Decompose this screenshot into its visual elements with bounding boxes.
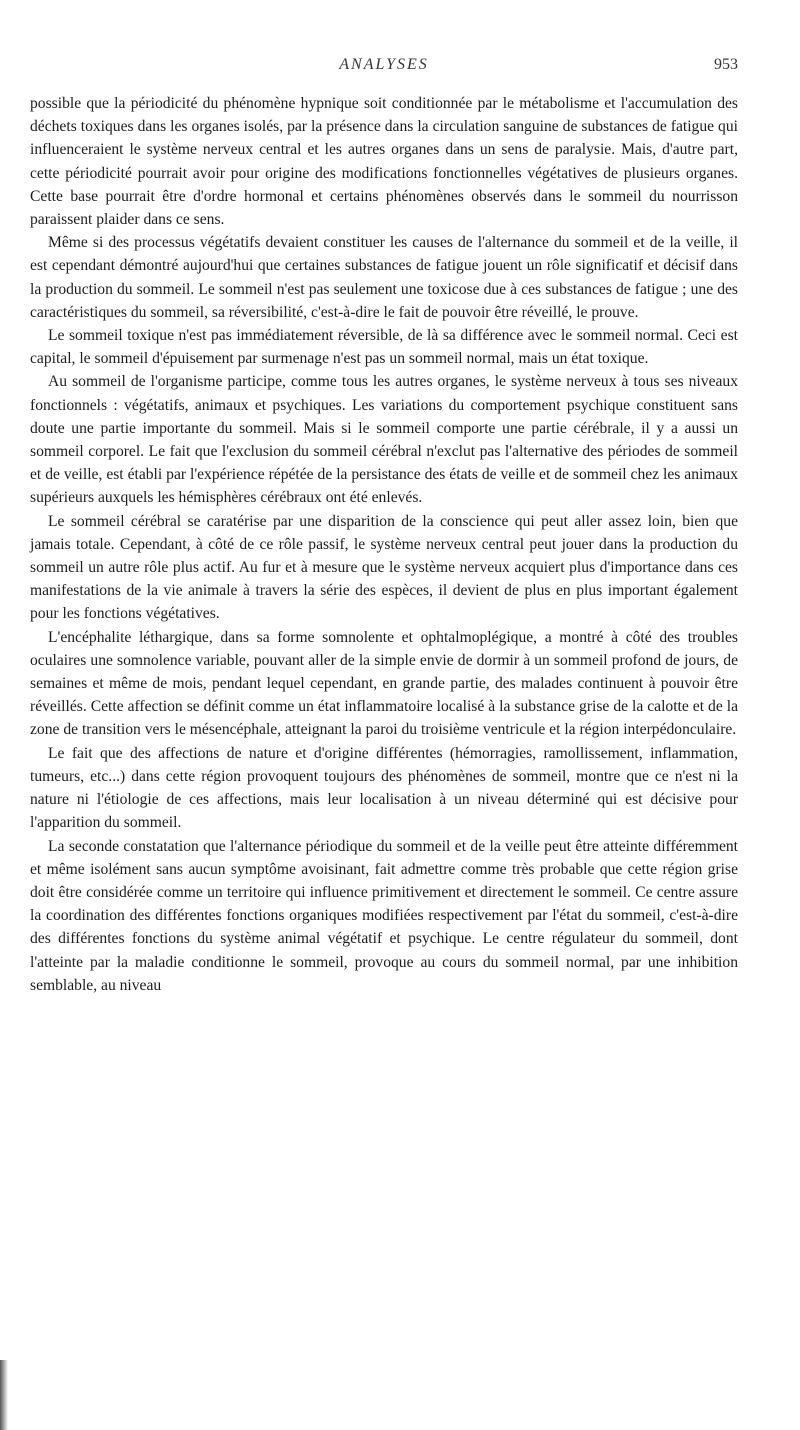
paragraph-1: possible que la périodicité du phénomène hypnique soit conditionnée par le métabolisme et l'accumulation des déchets toxiques dans les organes isolés, par la présence dans la circulation sanguine de substances de fatigue qui influenceraient le système nerveux central et les autres organes dans un sens de paralysie. Mais, d'autre part, cette périodicité pourrait avoir pour origine des modifications fonctionnelles végétatives de plusieurs organes. Cette base pourrait être d'ordre hormonal et certains phénomènes observés dans le sommeil du nourrisson paraissent plaider dans ce sens.	[30, 95, 738, 229]
page-number: 953	[714, 56, 738, 73]
paragraph-6: L'encéphalite léthargique, dans sa forme somnolente et ophtalmoplégique, a montré à côté des troubles oculaires une somnolence variable, pouvant aller de la simple envie de dormir à un sommeil profond de jours, de semaines et même de mois, pendant lequel cependant, en grande partie, des malades continuent à pouvoir être réveillés. Cette affection se définit comme un état inflammatoire localisé à la substance grise de la calotte et de la zone de transition vers le mésencéphale, atteignant la paroi du troisième ventricule et la région interpédonculaire.	[30, 628, 738, 739]
paragraph-5: Le sommeil cérébral se caratérise par une disparition de la conscience qui peut aller assez loin, bien que jamais totale. Cependant, à côté de ce rôle passif, le système nerveux central peut jouer dans la production du sommeil un autre rôle plus actif. Au fur et à mesure que le système nerveux acquiert plus d'importance dans ces manifestations de la vie animale à travers la série des espèces, il devient de plus en plus important également pour les fonctions végétatives.	[30, 512, 738, 623]
running-title: ANALYSES	[339, 56, 429, 73]
paragraph-7: Le fait que des affections de nature et d'origine différentes (hémorragies, ramollissement, inflammation, tumeurs, etc...) dans cette région provoquent toujours des phénomènes de sommeil, montre que ce n'est ni la nature ni l'étiologie de ces affections, mais leur localisation à un niveau déterminé qui est décisive pour l'apparition du sommeil.	[30, 744, 738, 832]
paragraph-4: Au sommeil de l'organisme participe, comme tous les autres organes, le système nerveux à tous ses niveaux fonctionnels : végétatifs, animaux et psychiques. Les variations du comportement psychique constituent sans doute une partie importante du sommeil. Mais si le sommeil comporte une partie cérébrale, il y a aussi un sommeil corporel. Le fait que l'exclusion du sommeil cérébral n'exclut pas l'alternative des périodes de sommeil et de veille, est établi par l'expérience répétée de la persistance des états de veille et de sommeil chez les animaux supérieurs auxquels les hémisphères cérébraux ont été enlevés.	[30, 373, 738, 507]
page-header	[30, 56, 738, 80]
paragraph-3: Le sommeil toxique n'est pas immédiatement réversible, de là sa différence avec le sommeil normal. Ceci est capital, le sommeil d'épuisement par surmenage n'est pas un sommeil normal, mais un état toxique.	[30, 327, 738, 368]
scan-edge-shadow	[0, 1360, 8, 1430]
paragraph-2: Même si des processus végétatifs devaient constituer les causes de l'alternance du sommeil et de la veille, il est cependant démontré aujourd'hui que certaines substances de fatigue jouent un rôle significatif et décisif dans la production du sommeil. Le sommeil n'est pas seulement une toxicose due à ces substances de fatigue ; une des caractéristiques du sommeil, sa réversibilité, c'est-à-dire le fait de pouvoir être réveillé, le prouve.	[30, 234, 738, 321]
paragraph-8: La seconde constatation que l'alternance périodique du sommeil et de la veille peut être atteinte différemment et même isolément sans aucun symptôme avoisinant, fait admettre comme très probable que cette région grise doit être considérée comme un territoire qui influence primitivement et directement le sommeil. Ce centre assure la coordination des différentes fonctions organiques modifiées respectivement par l'état du sommeil, c'est-à-dire des différentes fonctions du système animal végétatif et psychique. Le centre régulateur du sommeil, dont l'atteinte par la maladie conditionne le sommeil, provoque au cours du sommeil normal, par une inhibition semblable, au niveau	[30, 837, 738, 994]
body-text	[30, 92, 738, 997]
